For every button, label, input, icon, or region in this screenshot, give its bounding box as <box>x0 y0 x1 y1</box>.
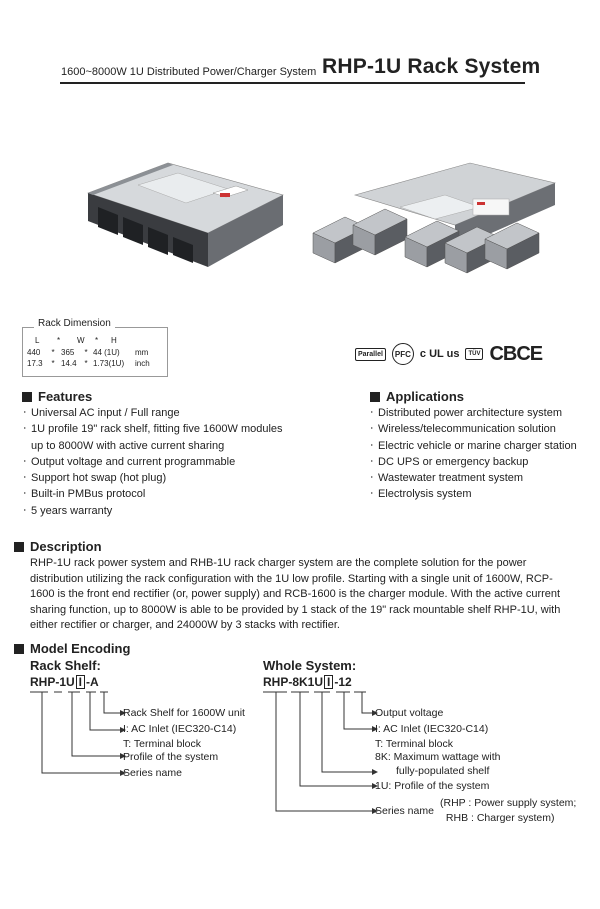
ul-icon: c UL us <box>419 348 460 360</box>
code-prefix: RHP-8K1U <box>263 675 324 689</box>
description-heading-text: Description <box>30 539 102 554</box>
list-item: ‧ Wireless/telecommunication solution <box>369 421 577 437</box>
header-l: L <box>35 336 40 345</box>
label-terminal-block: T: Terminal block <box>375 738 454 750</box>
list-item: ‧ 1U profile 19" rack shelf, fitting five 1600W modules <box>22 421 283 437</box>
label-max-wattage-cont: fully-populated shelf <box>396 765 490 777</box>
list-item: ‧ Universal AC input / Full range <box>22 405 283 421</box>
label-output-voltage: Output voltage <box>375 707 444 719</box>
dim-unit: mm <box>135 348 149 357</box>
features-heading-text: Features <box>38 389 93 404</box>
header-w: W <box>77 336 85 345</box>
dim-sep: * <box>84 359 88 368</box>
rack-dimension-title: Rack Dimension <box>34 318 115 329</box>
dim-h: 1.73(1U) <box>93 359 125 368</box>
list-item: ‧ Built-in PMBus protocol <box>22 486 283 502</box>
label-rack-shelf-unit: Rack Shelf for 1600W unit <box>123 707 245 719</box>
header-sep: * <box>57 336 61 345</box>
code-box: I <box>76 675 85 689</box>
code-suffix: -A <box>86 675 99 689</box>
header-sep: * <box>95 336 99 345</box>
dim-sep: * <box>51 348 55 357</box>
dim-l: 440 <box>27 348 41 357</box>
label-ac-inlet: I: AC Inlet (IEC320-C14) <box>123 723 237 735</box>
applications-heading-text: Applications <box>386 389 465 404</box>
code-box: I <box>324 675 333 689</box>
dim-w: 365 <box>61 348 75 357</box>
dim-h: 44 (1U) <box>93 348 120 357</box>
label-series-name: Series name <box>123 767 182 779</box>
label-series-name: Series name <box>375 805 434 817</box>
list-item: ‧ 5 years warranty <box>22 503 283 519</box>
label-profile: 1U: Profile of the system <box>375 780 490 792</box>
cb-ce-icon: CBCE <box>489 342 543 365</box>
label-rhb: RHB : Charger system) <box>443 812 555 824</box>
tuv-icon: TÜV <box>465 348 483 360</box>
pfc-icon: PFC <box>392 343 414 365</box>
page-title: RHP-1U Rack System <box>322 55 541 78</box>
parallel-icon: Parallel <box>355 348 386 361</box>
dim-unit: inch <box>135 359 150 368</box>
list-item: ‧ DC UPS or emergency backup <box>369 454 577 470</box>
label-max-wattage: 8K: Maximum wattage with <box>375 751 501 763</box>
header-subtitle: 1600~8000W 1U Distributed Power/Charger System <box>61 66 317 78</box>
list-item: ‧ Support hot swap (hot plug) <box>22 470 283 486</box>
list-item: ‧ Electrolysis system <box>369 486 577 502</box>
list-item: ‧ Output voltage and current programmable <box>22 454 283 470</box>
dim-l: 17.3 <box>27 359 43 368</box>
list-item: ‧ Distributed power architecture system <box>369 405 577 421</box>
list-item-continued: up to 8000W with active current sharing <box>31 439 225 452</box>
description-text: RHP-1U rack power system and RHB-1U rack charger system are the complete solution for the power distribution utilizing the rack configuration with the 1U low profile. Starting with a single unit of 1600W, RCP-1600 is the front end rectifier (or, power supply) and RCB-1600 is the charger module. With the active current sharing function, up to 8000W is able to be provided by 1 stack of the 19" rack mountable shelf RHP-1U, with either rectifier or charger, and 24000W by 3 stacks with rectifier. <box>30 557 561 631</box>
model-encoding-heading-text: Model Encoding <box>30 641 131 656</box>
dim-sep: * <box>84 348 88 357</box>
label-terminal-block: T: Terminal block <box>123 738 202 750</box>
whole-system-title: Whole System: <box>263 658 357 673</box>
dim-w: 14.4 <box>61 359 77 368</box>
label-rhp: (RHP : Power supply system; <box>440 797 577 809</box>
code-suffix: -12 <box>334 675 352 689</box>
list-item: ‧ Electric vehicle or marine charger station <box>369 438 577 454</box>
label-profile: Profile of the system <box>123 751 219 763</box>
header-h: H <box>111 336 117 345</box>
dim-sep: * <box>51 359 55 368</box>
code-prefix: RHP-1U <box>30 675 75 689</box>
rack-shelf-title: Rack Shelf: <box>30 658 101 673</box>
list-item: ‧ Wastewater treatment system <box>369 470 577 486</box>
label-ac-inlet: I: AC Inlet (IEC320-C14) <box>375 723 489 735</box>
